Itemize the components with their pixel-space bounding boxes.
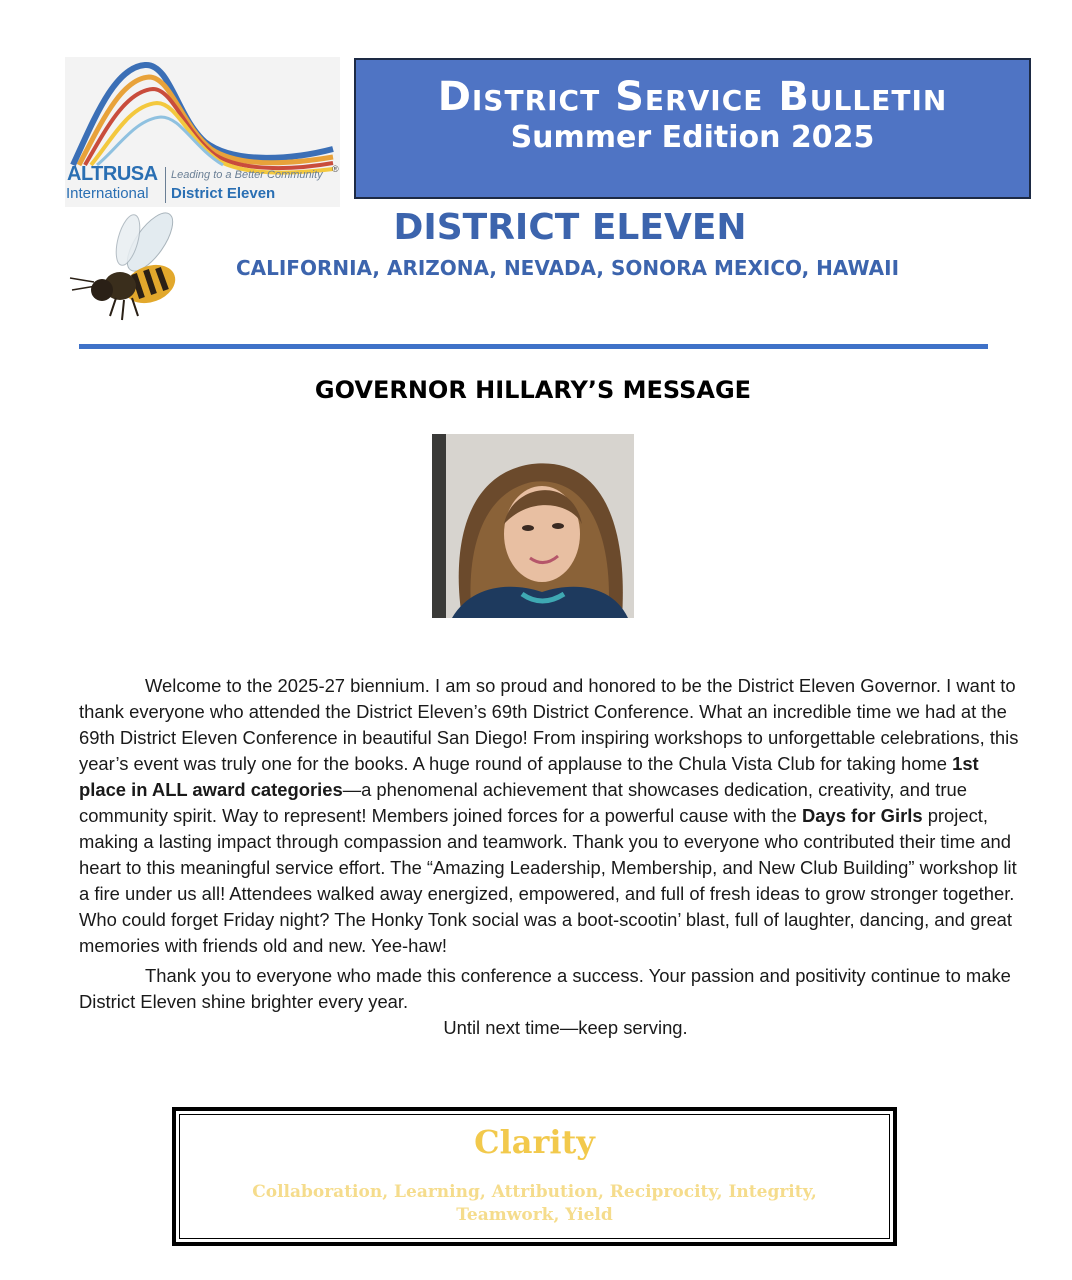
bee-illustration	[62, 212, 197, 327]
district-states: CALIFORNIA, ARIZONA, NEVADA, SONORA MEXICO, HAWAII	[235, 256, 900, 280]
bulletin-title: District Service Bulletin	[437, 74, 948, 120]
bulletin-banner	[354, 58, 1031, 199]
governor-portrait	[432, 434, 634, 618]
bulletin-edition: Summer Edition 2025	[510, 120, 875, 155]
message-heading: GOVERNOR HILLARY’S MESSAGE	[314, 376, 752, 404]
logo-district-text: District Eleven	[171, 185, 276, 202]
message-paragraph: Thank you to everyone who made this conference a success. Your passion and positivity continue to make District Eleven shine brighter every year.	[79, 965, 1011, 1012]
registered-mark: ®	[332, 164, 339, 174]
logo-international-text: International	[66, 185, 149, 202]
logo-brand-text: ALTRUSA	[67, 163, 158, 185]
award-highlight: 1st place in ALL award categories	[79, 753, 979, 800]
header-divider	[79, 344, 988, 349]
clarity-title: Clarity	[474, 1123, 595, 1161]
project-highlight: Days for Girls	[801, 805, 923, 826]
logo-tagline: Leading to a Better Community	[171, 169, 323, 181]
message-paragraph: Welcome to the 2025-27 biennium. I am so proud and honored to be the District Eleven Governor. I want to thank everyone who attended the District Eleven’s 69th District Conference. What an incredible time we had at the 69th District Eleven Conference in beautiful San Diego! From inspiring workshops to unforgettable celebrations, this year’s event was truly one for the books. A huge round of applause to the Chula Vista Club for taking home 1st place in ALL award categories—a phenomenal achievement that showcases dedication, creativity, and true community spirit. Way to represent! Members joined forces for a powerful cause with the Days for Girls project, making a lasting impact through compassion and teamwork. Thank you to everyone who contributed their time and heart to this meaningful service effort. The “Amazing Leadership, Membership, and New Club Building” workshop lit a fire under us all! Attendees walked away energized, empowered, and full of fresh ideas to grow stronger together. Who could forget Friday night? The Honky Tonk social was a boot-scootin’ blast, full of laughter, dancing, and great memories with friends old and new. Yee-haw!	[79, 675, 1019, 956]
clarity-box	[172, 1107, 897, 1246]
clarity-acronym-words: Collaboration, Learning, Attribution, Reciprocity, Integrity, Teamwork, Yield	[252, 1182, 817, 1225]
district-title: DISTRICT ELEVEN	[393, 207, 747, 248]
altrusa-logo	[65, 57, 340, 207]
logo-divider	[165, 167, 166, 203]
message-signoff: Until next time—keep serving.	[443, 1017, 688, 1038]
governor-message-body	[79, 673, 1024, 1041]
